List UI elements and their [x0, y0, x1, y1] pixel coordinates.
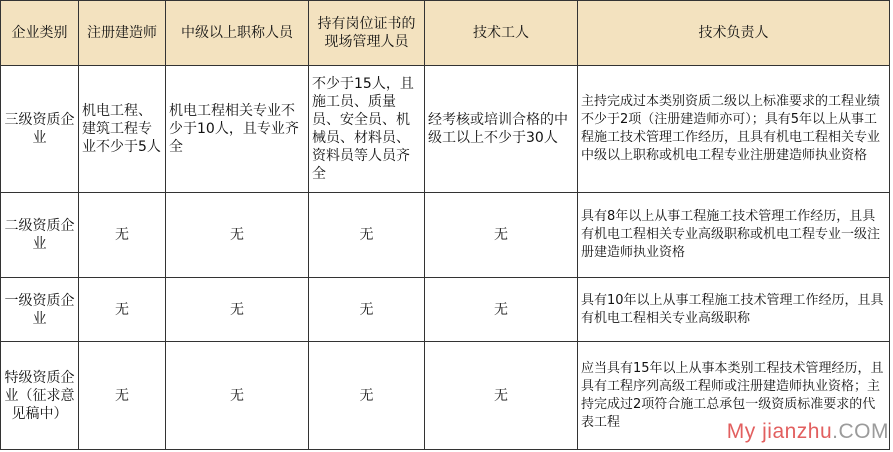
cell-technical-lead: 具有8年以上从事工程施工技术管理工作经历，且具有机电工程相关专业高级职称或机电工程专业一级注册建造师执业资格	[578, 193, 890, 278]
table-row	[1, 278, 890, 342]
cell-category: 特级资质企业（征求意见稿中）	[1, 342, 79, 450]
table-row	[1, 66, 890, 193]
cell-technical-lead: 应当具有15年以上从事本类别工程技术管理经历，且具有工程序列高级工程师或注册建造师执业资格；主持完成过2项符合施工总承包一级资质标准要求的代表工程	[578, 342, 890, 450]
cell-skilled-workers: 无	[425, 342, 578, 450]
cell-site-managers: 无	[309, 193, 425, 278]
table-row	[1, 193, 890, 278]
cell-category: 二级资质企业	[1, 193, 79, 278]
watermark-suffix: .COM	[832, 420, 889, 443]
cell-site-managers: 无	[309, 278, 425, 342]
cell-technical-lead: 具有10年以上从事工程施工技术管理工作经历，且具有机电工程相关专业高级职称	[578, 278, 890, 342]
cell-category: 三级资质企业	[1, 66, 79, 193]
header-technical-lead: 技术负责人	[578, 1, 890, 66]
cell-site-managers: 不少于15人，且施工员、质量员、安全员、机械员、材料员、资料员等人员齐全	[309, 66, 425, 193]
cell-mid-level-titled-staff: 无	[166, 278, 309, 342]
header-site-managers: 持有岗位证书的现场管理人员	[309, 1, 425, 66]
cell-site-managers: 无	[309, 342, 425, 450]
cell-skilled-workers: 经考核或培训合格的中级工以上不少于30人	[425, 66, 578, 193]
cell-mid-level-titled-staff: 无	[166, 342, 309, 450]
watermark-text: My jianzhu	[726, 420, 833, 443]
header-category: 企业类别	[1, 1, 79, 66]
cell-technical-lead: 主持完成过本类别资质二级以上标准要求的工程业绩不少于2项（注册建造师亦可）；具有5年以上从事工程施工技术管理工作经历，且具有机电工程相关专业中级以上职称或机电工程专业注册建造师执业资格	[578, 66, 890, 193]
cell-registered-builders: 无	[79, 342, 166, 450]
table-header-row	[1, 1, 890, 66]
header-registered-builders: 注册建造师	[79, 1, 166, 66]
cell-registered-builders: 无	[79, 278, 166, 342]
cell-registered-builders: 无	[79, 193, 166, 278]
cell-registered-builders: 机电工程、建筑工程专业不少于5人	[79, 66, 166, 193]
cell-mid-level-titled-staff: 机电工程相关专业不少于10人，且专业齐全	[166, 66, 309, 193]
cell-category: 一级资质企业	[1, 278, 79, 342]
header-skilled-workers: 技术工人	[425, 1, 578, 66]
cell-skilled-workers: 无	[425, 193, 578, 278]
cell-skilled-workers: 无	[425, 278, 578, 342]
site-watermark	[727, 420, 889, 444]
cell-mid-level-titled-staff: 无	[166, 193, 309, 278]
header-mid-level-titled-staff: 中级以上职称人员	[166, 1, 309, 66]
